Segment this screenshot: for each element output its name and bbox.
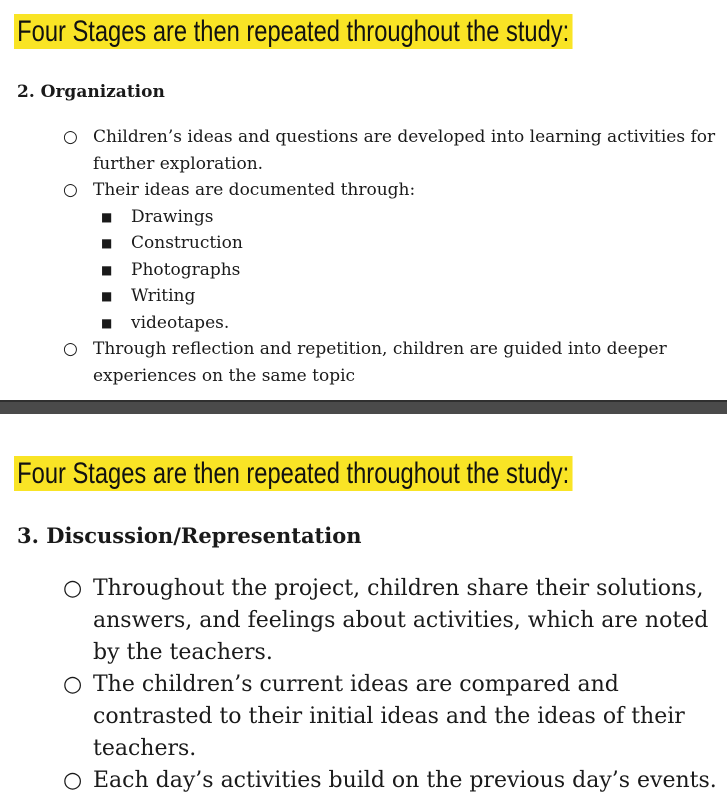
circle-bullet-icon: ○ [63, 768, 83, 793]
square-bullet-icon: ■ [101, 289, 113, 303]
sub-bullet-list [101, 204, 718, 337]
list-item-text: Their ideas are documented through: [93, 180, 416, 200]
circle-bullet-icon: ○ [63, 672, 83, 697]
section-heading: 2. Organization [17, 82, 165, 102]
sub-list-item [101, 257, 718, 284]
list-item [63, 765, 718, 797]
slide-title: Four Stages are then repeated throughout the study: [14, 456, 572, 491]
circle-bullet-icon: ○ [63, 180, 78, 200]
square-bullet-icon: ■ [101, 209, 113, 224]
slide-discussion-representation [0, 414, 727, 796]
section-heading: 3. Discussion/Representation [17, 523, 362, 548]
list-item-text: Throughout the project, children share their solutions, answers, and feelings about activities, which are noted by the teachers. [93, 576, 709, 665]
list-item [63, 124, 718, 177]
sub-list-item-text: Photographs [131, 259, 241, 280]
list-item [63, 177, 718, 336]
sub-list-item-text: Drawings [131, 206, 214, 227]
square-bullet-icon: ■ [101, 262, 113, 277]
square-bullet-icon: ■ [101, 236, 113, 250]
sub-list-item [101, 204, 718, 231]
sub-list-item [101, 310, 718, 337]
circle-bullet-icon: ○ [63, 127, 78, 147]
list-item-text: Children’s ideas and questions are developed into learning activities for further exploration. [93, 127, 716, 174]
list-item-text: Each day’s activities build on the previous day’s events. [93, 768, 717, 793]
sub-list-item-text: videotapes. [131, 312, 230, 333]
square-bullet-icon: ■ [101, 315, 113, 330]
sub-list-item-text: Construction [131, 233, 243, 253]
list-item [63, 669, 718, 765]
bullet-list [63, 573, 718, 797]
list-item-text: Through reflection and repetition, children are guided into deeper experiences on the same topic [93, 339, 667, 386]
sub-list-item [101, 230, 718, 257]
bullet-list [63, 124, 718, 389]
circle-bullet-icon: ○ [63, 339, 78, 359]
list-item [63, 336, 718, 389]
circle-bullet-icon: ○ [63, 576, 83, 601]
list-item [63, 573, 718, 669]
sub-list-item [101, 283, 718, 310]
slide-divider [0, 400, 727, 414]
sub-list-item-text: Writing [131, 286, 196, 306]
list-item-text: The children’s current ideas are compared and contrasted to their initial ideas and the ideas of their teachers. [93, 672, 685, 761]
slide-title: Four Stages are then repeated throughout the study: [14, 14, 572, 49]
